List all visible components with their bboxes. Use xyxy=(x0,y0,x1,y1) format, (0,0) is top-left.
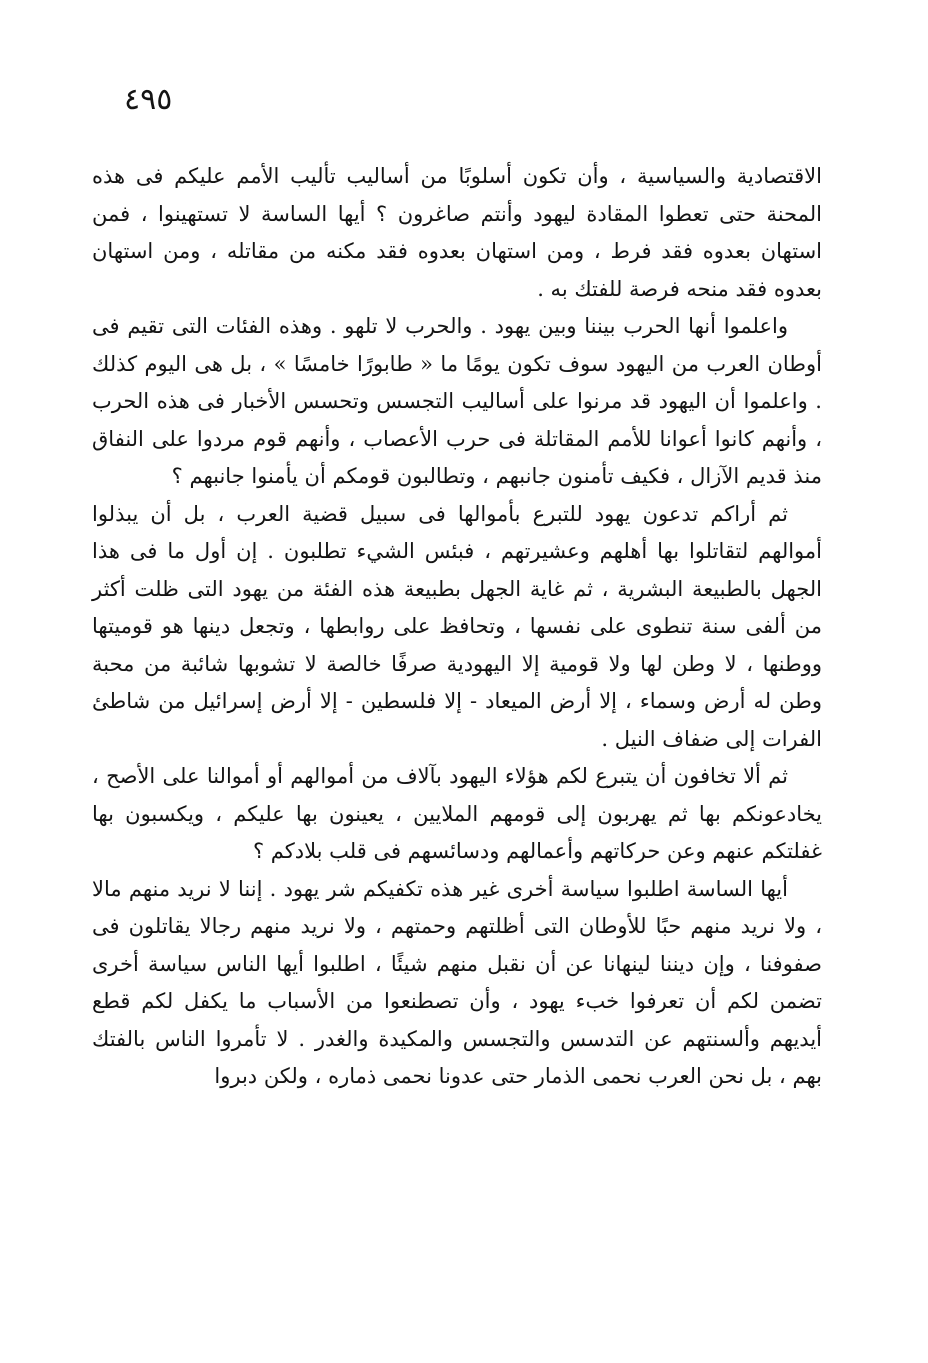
paragraph-2: واعلموا أنها الحرب بيننا وبين يهود . والحرب لا تلهو . وهذه الفئات التى تقيم فى أوطان العرب من اليهود سوف تكون يومًا ما « طابورًا خامسًا » ، بل هى اليوم كذلك . واعلموا أن اليهود قد مرنوا على أساليب التجسس وتحسس الأخبار فى هذه الحرب ، وأنهم كانوا أعوانا للأمم المقاتلة فى حرب الأعصاب ، وأنهم قوم مردوا على النفاق منذ قديم الآزال ، فكيف تأمنون جانبهم ، وتطالبون قومكم أن يأمنوا جانبهم ؟ xyxy=(92,314,822,488)
paragraph-5: أيها الساسة اطلبوا سياسة أخرى غير هذه تكفيكم شر يهود . إننا لا نريد منهم مالا ، ولا نريد منهم حبًا للأوطان التى أظلتهم وحمتهم ، ولا نريد منهم رجالا يقاتلون فى صفوفنا ، وإن ديننا لينهانا عن أن نقبل منهم شيئًا ، اطلبوا أيها الناس سياسة أخرى تضمن لكم أن تعرفوا خبء يهود ، وأن تصطنعوا من الأسباب ما يكفل لكم قطع أيديهم وألسنتهم عن التدسس والتجسس والمكيدة والغدر . لا تأمروا الناس بالفتك بهم ، بل نحن العرب نحمى الذمار حتى عدونا نحمى ذماره ، ولكن دبروا xyxy=(92,876,822,1088)
paragraph-4: ثم ألا تخافون أن يتبرع لكم هؤلاء اليهود بآلاف من أموالهم أو أموالنا على الأصح ، يخادعونكم بها ثم يهربون إلى قومهم الملايين ، يعينون بها عليكم ، ويكسبون بها غفلتكم عنهم وعن حركاتهم وأعمالهم ودسائسهم فى قلب بلادكم ؟ xyxy=(92,764,822,863)
page-number: ٤٩٥ xyxy=(124,82,173,117)
paragraph-1: الاقتصادية والسياسية ، وأن تكون أسلوبًا من أساليب تأليب الأمم عليكم فى هذه المحنة حتى تعطوا المقادة ليهود وأنتم صاغرون ؟ أيها الساسة لا تستهينوا ، فمن استهان بعدوه فقد فرط ، ومن استهان بعدوه فقد مكنه من مقاتله ، ومن استهان بعدوه فقد منحه فرصة للفتك به . xyxy=(92,164,822,301)
paragraph-3: ثم أراكم تدعون يهود للتبرع بأموالها فى سبيل قضية العرب ، بل أن يبذلوا أموالهم لتقاتلوا بها أهلهم وعشيرتهم ، فبئس الشيء تطلبون . إن أول ما فى هذا الجهل بالطبيعة البشرية ، ثم غاية الجهل بطبيعة هذه الفئة من يهود التى ظلت أكثر من ألفى سنة تنطوى على نفسها ، وتحافظ على روابطها ، وتجعل دينها هو قوميتها ووطنها ، لا وطن لها ولا قومية إلا اليهودية صرفًا خالصة لا تشوبها شائبة من محبة وطن له أرض وسماء ، إلا أرض الميعاد - إلا فلسطين - إلا أرض إسرائيل من شاطئ الفرات إلى ضفاف النيل . xyxy=(92,501,822,751)
body-text xyxy=(92,158,822,1096)
